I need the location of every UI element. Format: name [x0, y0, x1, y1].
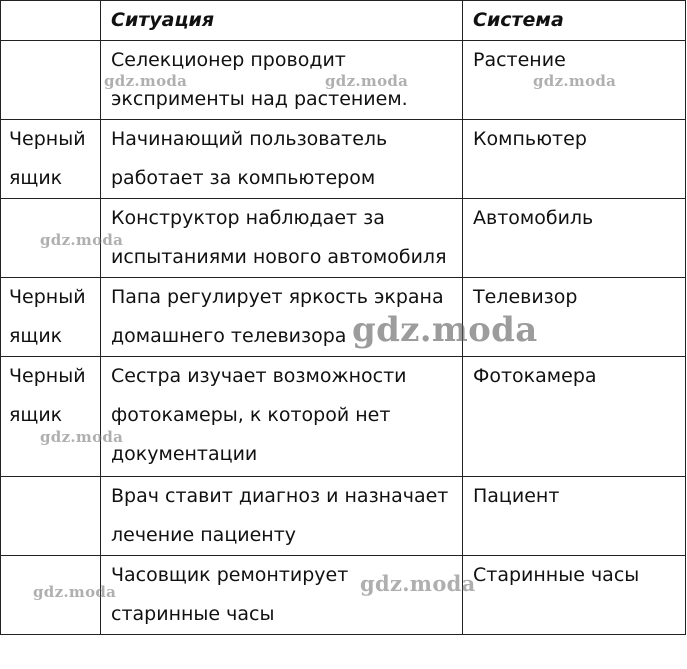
table-row [1, 357, 686, 477]
situation-cell: Конструктор наблюдает за испытаниями нового автомобиля [101, 199, 463, 278]
header-cell-system: Система [463, 1, 686, 41]
system-cell: Растение [463, 41, 686, 120]
system-cell: Фотокамера [463, 357, 686, 477]
table-row [1, 556, 686, 635]
table-header-row [1, 1, 686, 41]
watermark-text: gdz.moda [40, 428, 124, 446]
situation-cell: Сестра изучает возможности фотокамеры, к которой нет документации [101, 357, 463, 477]
situation-cell: Селекционер проводит эксприменты над растением. [101, 41, 463, 120]
watermark-text: gdz.moda [533, 72, 617, 90]
header-cell-situation: Ситуация [101, 1, 463, 41]
watermark-text: gdz.moda [325, 72, 409, 90]
row-label-cell: Черный ящик [1, 357, 101, 477]
system-cell: Компьютер [463, 120, 686, 199]
row-label-cell [1, 556, 101, 635]
system-cell: Автомобиль [463, 199, 686, 278]
table-row [1, 41, 686, 120]
table-row [1, 477, 686, 556]
watermark-text: gdz.moda [40, 231, 124, 249]
table-row [1, 120, 686, 199]
situation-cell: Папа регулирует яркость экрана домашнего телевизора [101, 278, 463, 357]
system-cell: Пациент [463, 477, 686, 556]
situation-cell: Часовщик ремонтирует старинные часы [101, 556, 463, 635]
row-label-cell [1, 477, 101, 556]
table-row [1, 278, 686, 357]
row-label-cell: Черный ящик [1, 278, 101, 357]
table-row [1, 199, 686, 278]
row-label-cell [1, 199, 101, 278]
row-label-cell: Черный ящик [1, 120, 101, 199]
watermark-text: gdz.moda [352, 310, 538, 350]
watermark-text: gdz.moda [33, 583, 117, 601]
watermark-text: gdz.moda [104, 72, 188, 90]
row-label-cell [1, 41, 101, 120]
situation-cell: Врач ставит диагноз и назначает лечение пациенту [101, 477, 463, 556]
system-cell: Телевизор [463, 278, 686, 357]
situation-cell: Начинающий пользователь работает за компьютером [101, 120, 463, 199]
watermark-text: gdz.moda [360, 571, 476, 596]
header-cell-empty [1, 1, 101, 41]
system-cell: Старинные часы [463, 556, 686, 635]
